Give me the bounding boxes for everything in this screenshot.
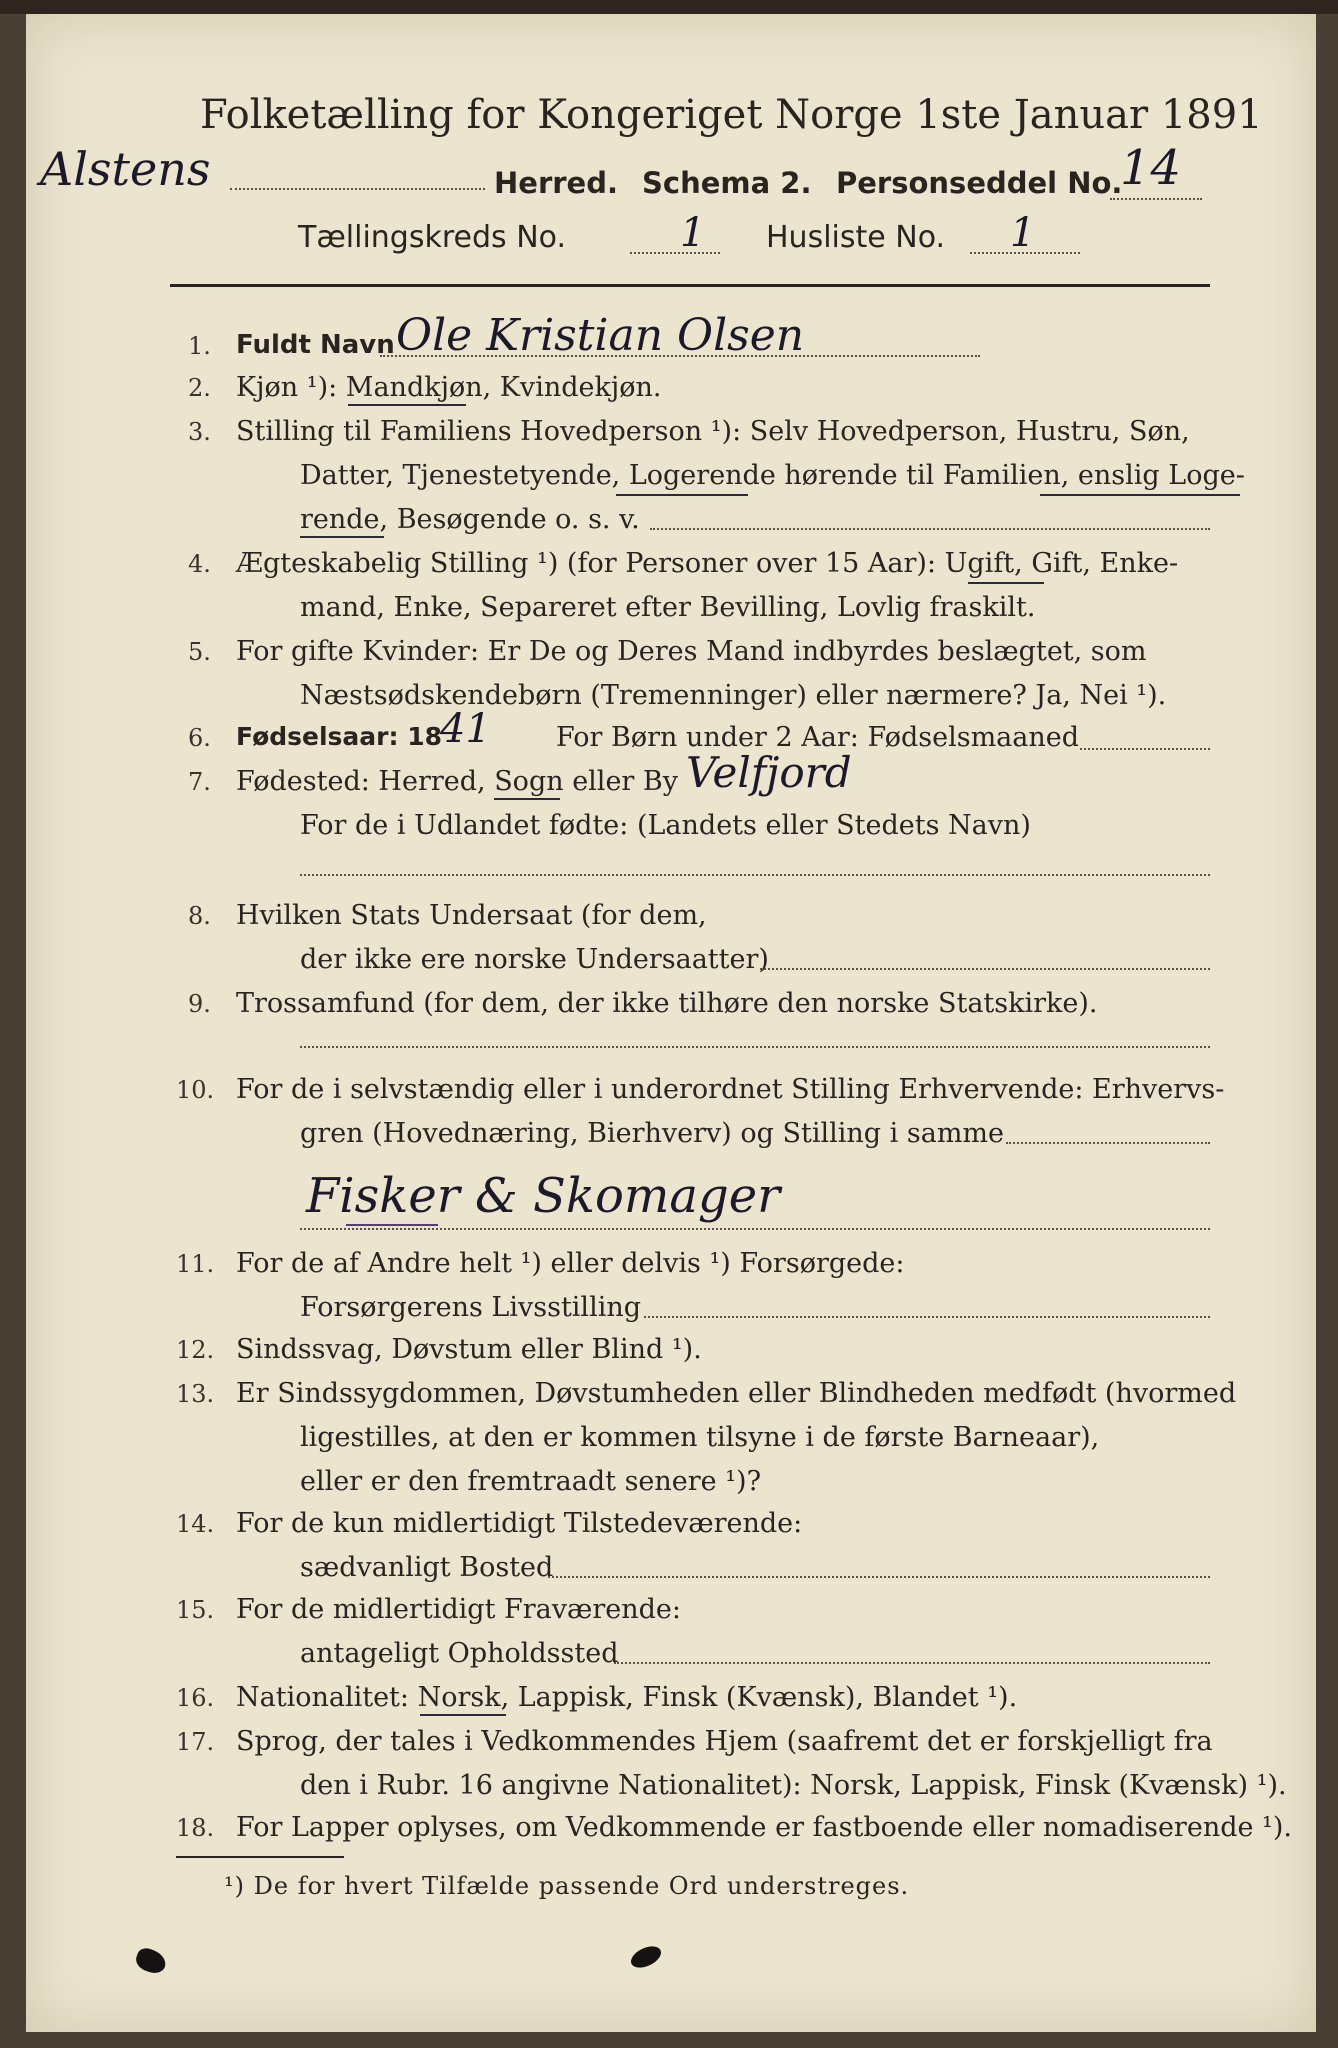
row-10-dots: [1006, 1142, 1210, 1144]
row-10-occupation-value: Fisker & Skomager: [306, 1168, 781, 1224]
husliste-dots: [970, 252, 1080, 254]
row-2-text: Kjøn ¹): Mandkjøn, Kvindekjøn.: [236, 372, 662, 403]
row-17-number: 17.: [176, 1728, 215, 1756]
row-3-number: 3.: [188, 418, 211, 446]
row-10-dots-2: [300, 1228, 1210, 1230]
row-11-line-2: Forsørgerens Livsstilling: [300, 1292, 642, 1323]
row-6-label-2: For Børn under 2 Aar: Fødselsmaaned: [556, 722, 1080, 753]
row-7-line-1: Fødested: Herred, Sogn eller By: [236, 766, 679, 797]
form-title: Folketælling for Kongeriget Norge 1ste Januar 1891: [200, 92, 1263, 138]
kreds-label: Tællingskreds No.: [298, 220, 566, 255]
row-14-line-2: sædvanligt Bosted: [300, 1552, 554, 1583]
row-8-line-2: der ikke ere norske Undersaatter): [300, 944, 769, 975]
footnote-rule: [176, 1856, 344, 1858]
row-3-line-2: Datter, Tjenestetyende, Logerende hørende til Familien, enslig Loge-: [300, 460, 1245, 491]
row-10-line-2: gren (Hovednæring, Bierhverv) og Stilling i samme: [300, 1118, 1005, 1149]
row-16-number: 16.: [176, 1684, 215, 1712]
footnote: ¹) De for hvert Tilfælde passende Ord understreges.: [224, 1872, 910, 1900]
row-12-line-1: Sindssvag, Døvstum eller Blind ¹).: [236, 1334, 702, 1365]
row-8-number: 8.: [188, 902, 211, 930]
herred-label: Herred.: [494, 166, 618, 200]
husliste-value: 1: [1010, 210, 1036, 256]
personseddel-value: 14: [1120, 140, 1182, 196]
row-5-line-1: For gifte Kvinder: Er De og Deres Mand indbyrdes beslægtet, som: [236, 636, 1147, 667]
underline-logerende: [616, 494, 748, 496]
row-4-number: 4.: [188, 550, 211, 578]
row-15-line-2: antageligt Opholdssted: [300, 1638, 619, 1669]
herred-value: Alstens: [40, 142, 211, 196]
row-1-label: Fuldt Navn: [236, 330, 395, 360]
row-3-line-1: Stilling til Familiens Hovedperson ¹): Selv Hovedperson, Hustru, Søn,: [236, 416, 1190, 447]
personseddel-dots: [1110, 198, 1202, 200]
row-14-number: 14.: [176, 1510, 215, 1538]
kreds-dots: [630, 252, 720, 254]
row-15-number: 15.: [176, 1596, 215, 1624]
row-13-line-3: eller er den fremtraadt senere ¹)?: [300, 1466, 762, 1497]
row-15-dots: [614, 1662, 1210, 1664]
row-13-line-2: ligestilles, at den er kommen tilsyne i de første Barneaar),: [300, 1422, 1100, 1453]
row-15-line-1: For de midlertidigt Fraværende:: [236, 1594, 682, 1625]
kreds-value: 1: [680, 210, 706, 256]
underline-enslig-loge: [1040, 494, 1240, 496]
row-11-dots: [644, 1316, 1210, 1318]
row-5-line-2: Næstsødskendebørn (Tremenninger) eller nærmere? Ja, Nei ¹).: [300, 680, 1167, 711]
row-9-line-1: Trossamfund (for dem, der ikke tilhøre den norske Statskirke).: [236, 988, 1098, 1019]
row-8-dots: [760, 968, 1210, 970]
row-3-line-3: rende, Besøgende o. s. v.: [300, 504, 640, 535]
underline-sogn: [494, 798, 560, 800]
row-10-line-1: For de i selvstændig eller i underordnet Stilling Erhvervende: Erhvervs-: [236, 1074, 1225, 1105]
row-7-birthplace-value: Velfjord: [686, 748, 852, 797]
row-9-number: 9.: [188, 990, 211, 1018]
row-7-number: 7.: [188, 768, 211, 796]
row-18-number: 18.: [176, 1814, 215, 1842]
row-11-number: 11.: [176, 1250, 215, 1278]
row-7-line-2: For de i Udlandet fødte: (Landets eller Stedets Navn): [300, 810, 1031, 841]
scan-border: [0, 0, 1338, 14]
row-1-dots: [380, 355, 980, 357]
row-6-dots: [1080, 748, 1210, 750]
underline-fisker: [346, 1224, 438, 1226]
herred-dots: [230, 188, 485, 190]
header-rule: [170, 284, 1210, 287]
row-13-number: 13.: [176, 1380, 215, 1408]
personseddel-label: Personseddel No.: [836, 166, 1123, 200]
row-12-number: 12.: [176, 1336, 215, 1364]
underline-norsk: [420, 1714, 506, 1716]
underline-mandkjon: [348, 404, 466, 406]
row-4-line-2: mand, Enke, Separeret efter Bevilling, Lovlig fraskilt.: [300, 592, 1036, 623]
row-14-line-1: For de kun midlertidigt Tilstedeværende:: [236, 1508, 803, 1539]
underline-ugift: [968, 582, 1044, 584]
husliste-label: Husliste No.: [766, 220, 946, 255]
row-10-number: 10.: [176, 1076, 215, 1104]
row-11-line-1: For de af Andre helt ¹) eller delvis ¹) Forsørgede:: [236, 1248, 905, 1279]
row-2-number: 2.: [188, 374, 211, 402]
row-14-dots: [548, 1576, 1210, 1578]
row-6-birthyear-value: 41: [440, 706, 491, 752]
row-1-name-value: Ole Kristian Olsen: [396, 310, 805, 361]
row-6-number: 6.: [188, 724, 211, 752]
row-13-line-1: Er Sindssygdommen, Døvstumheden eller Blindheden medfødt (hvormed: [236, 1378, 1237, 1409]
row-17-line-2: den i Rubr. 16 angivne Nationalitet): Norsk, Lappisk, Finsk (Kvænsk) ¹).: [300, 1770, 1287, 1801]
row-4-line-1: Ægteskabelig Stilling ¹) (for Personer over 15 Aar): Ugift, Gift, Enke-: [236, 548, 1179, 579]
row-6-label: Fødselsaar: 18: [236, 722, 442, 751]
row-8-line-1: Hvilken Stats Undersaat (for dem,: [236, 900, 707, 931]
row-17-line-1: Sprog, der tales i Vedkommendes Hjem (saafremt det er forskjelligt fra: [236, 1726, 1213, 1757]
row-3-dots: [650, 528, 1210, 530]
row-16-line-1: Nationalitet: Norsk, Lappisk, Finsk (Kvænsk), Blandet ¹).: [236, 1682, 1018, 1713]
row-18-line-1: For Lapper oplyses, om Vedkommende er fastboende eller nomadiserende ¹).: [236, 1812, 1292, 1843]
row-5-number: 5.: [188, 638, 211, 666]
underline-rende: [300, 536, 384, 538]
row-9-dots: [300, 1046, 1210, 1048]
row-7-dots: [300, 874, 1210, 876]
schema-label: Schema 2.: [642, 166, 812, 200]
row-1-number: 1.: [188, 332, 211, 360]
